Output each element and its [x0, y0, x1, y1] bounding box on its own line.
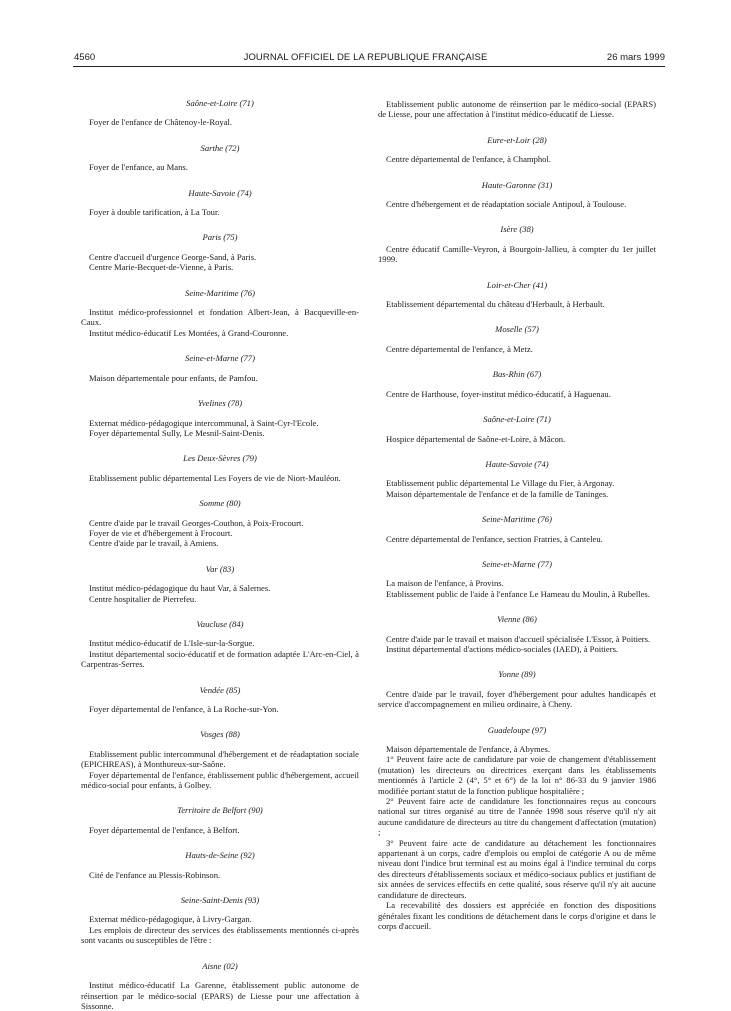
section-spacer: [81, 217, 359, 232]
section-spacer: [378, 165, 656, 180]
section-spacer: [378, 544, 656, 559]
establishment-entry: Institut départemental socio-éducatif et de formation adaptée L'Arc-en-Ciel, à Carpentras-Serres.: [81, 648, 359, 670]
section-spacer: [378, 265, 656, 280]
department-heading: Aisne (02): [202, 960, 238, 971]
establishment-entry: Institut médico-pédagogique du haut Var, à Salernes.: [89, 583, 271, 594]
department-heading: Yonne (89): [498, 669, 536, 680]
establishment-entry: Etablissement public de l'aide à l'enfance Le Hameau du Moulin, à Rubelles.: [386, 588, 650, 599]
department-heading: Seine-et-Marne (77): [185, 353, 255, 364]
establishment-entry: Centre hospitalier de Pierrefeu.: [89, 593, 197, 604]
establishment-entry: La maison de l'enfance, à Provins.: [386, 578, 504, 589]
section-spacer: [378, 209, 656, 224]
section-spacer: [81, 670, 359, 685]
department-heading: Vosges (88): [200, 729, 240, 740]
issue-date: 26 mars 1999: [606, 52, 665, 63]
establishment-entry: Centre d'accueil d'urgence George-Sand, à Paris.: [89, 251, 257, 262]
establishment-entry: Centre Marie-Becquet-de-Vienne, à Paris.: [89, 262, 234, 273]
section-spacer: [81, 383, 359, 398]
establishment-entry: Centre d'hébergement et de réadaptation sociale Antipoul, à Toulouse.: [386, 199, 627, 210]
department-heading: Moselle (57): [495, 324, 539, 335]
section-spacer: [81, 338, 359, 353]
establishment-entry: Centre éducatif Camille-Veyron, à Bourgoin-Jallieu, à compter du 1er juillet 1999.: [378, 243, 656, 265]
department-heading: Guadeloupe (97): [487, 724, 547, 735]
department-heading: Loir-et-Cher (41): [486, 279, 548, 290]
header-rule: [73, 66, 665, 67]
page-number: 4560: [74, 52, 96, 63]
journal-title: JOURNAL OFFICIEL DE LA REPUBLIQUE FRANÇAISE: [243, 52, 488, 63]
section-spacer: [81, 835, 359, 850]
establishment-entry: Centre d'aide par le travail et maison d'accueil spécialisée L'Essor, à Poitiers.: [386, 633, 651, 644]
establishment-entry: Institut médico-éducatif de L'Isle-sur-la-Sorgue.: [89, 638, 255, 649]
department-heading: Vendée (85): [199, 684, 241, 695]
establishment-entry: Etablissement public intercommunal d'hébergement et de réadaptation sociale (EPICHREAS), à Monthureux-sur-Saône.: [81, 748, 359, 770]
section-spacer: [378, 399, 656, 414]
establishment-entry: Centre départemental de l'enfance, à Metz.: [386, 343, 533, 354]
department-heading: Haute-Savoie (74): [485, 458, 549, 469]
department-heading: Saône-et-Loire (71): [186, 98, 254, 108]
department-heading: Somme (80): [199, 498, 241, 509]
establishment-entry: Externat médico-pédagogique intercommunal, à Saint-Cyr-l'Ecole.: [89, 417, 319, 428]
section-spacer: [378, 354, 656, 369]
department-heading: Hauts-de-Seine (92): [185, 850, 255, 861]
department-heading: Saône-et-Loire (71): [483, 414, 551, 425]
establishment-entry: Centre d'aide par le travail, foyer d'hébergement pour adultes handicapés et service d'accompagnement en milieu ordinaire, à Cheny.: [378, 688, 656, 710]
department-heading: Isère (38): [500, 224, 534, 235]
establishment-entry: Foyer départemental de l'enfance, établissement public d'hébergement, accueil médico-social pour enfants, à Golbey.: [81, 769, 359, 791]
department-heading: Bas-Rhin (67): [492, 369, 542, 380]
department-heading: Haute-Garonne (31): [481, 179, 553, 190]
establishment-entry: Centre de Harthouse, foyer-institut médico-éducatif, à Haguenau.: [386, 388, 611, 399]
establishment-entry: Maison départementale pour enfants, de Pamfou.: [89, 372, 258, 383]
section-spacer: [378, 599, 656, 614]
establishment-entry: Foyer de l'enfance, au Mans.: [89, 162, 188, 173]
department-heading: Seine-Saint-Denis (93): [180, 895, 260, 906]
establishment-entry: Foyer à double tarification, à La Tour.: [89, 207, 220, 218]
establishment-entry: Maison départementale de l'enfance et de la famille de Taninges.: [386, 488, 609, 499]
establishment-entry: 2° Peuvent faire acte de candidature les fonctionnaires reçus au concours national sur titres organisé au titre de l'année 1998 sous réserve qu'il n'y ait aucune candidature de directeurs au titre du changement d'affectation (mutation) ;: [378, 796, 656, 838]
establishment-entry: Foyer de vie et d'hébergement à Frocourt.: [89, 527, 233, 538]
section-spacer: [378, 654, 656, 669]
establishment-entry: Institut départemental d'actions médico-sociales (IAED), à Poitiers.: [386, 643, 619, 654]
establishment-entry: Les emplois de directeur des services des établissements mentionnés ci-après sont vacants ou susceptibles de l'être :: [81, 924, 359, 946]
department-heading: Vienne (86): [497, 614, 537, 625]
section-spacer: [378, 309, 656, 324]
department-heading: Paris (75): [202, 232, 238, 243]
department-heading: Seine-Maritime (76): [482, 514, 552, 525]
establishment-entry: Centre d'aide par le travail, à Amiens.: [89, 538, 219, 549]
establishment-entry: Foyer départemental de l'enfance, à La Roche-sur-Yon.: [89, 704, 279, 714]
section-spacer: [81, 173, 359, 188]
section-spacer: [81, 438, 359, 453]
establishment-entry: Hospice départemental de Saône-et-Loire, à Mâcon.: [386, 433, 566, 444]
right-column: [378, 99, 656, 931]
establishment-entry: Etablissement public départemental Le Village du Fier, à Argonay.: [386, 478, 615, 489]
establishment-entry: Centre départemental de l'enfance, section Fratries, à Canteleu.: [386, 533, 603, 544]
page-header: [0, 52, 731, 66]
department-heading: Seine-et-Marne (77): [482, 558, 552, 569]
section-spacer: [81, 483, 359, 498]
section-spacer: [81, 549, 359, 564]
section-spacer: [378, 710, 656, 725]
establishment-entry: Externat médico-pédagogique, à Livry-Gargan.: [89, 914, 252, 925]
department-heading: Les Deux-Sèvres (79): [183, 453, 257, 464]
section-spacer: [81, 604, 359, 619]
establishment-entry: Centre départemental de l'enfance, à Champhol.: [386, 154, 551, 165]
department-heading: Vaucluse (84): [196, 618, 244, 629]
establishment-entry: Etablissement public autonome de réinsertion par le médico-social (EPARS) de Liesse, pour une affectation à l'institut médico-éducatif de Liesse.: [378, 99, 656, 120]
establishment-entry: Institut médico-éducatif La Garenne, établissement public autonome de réinsertion par le médico-social (EPARS) de Liesse pour une affectation à Sissonne.: [81, 980, 359, 1011]
establishment-entry: Centre d'aide par le travail Georges-Couthon, à Poix-Frocourt.: [89, 517, 304, 528]
section-spacer: [81, 946, 359, 961]
section-spacer: [378, 444, 656, 459]
establishment-entry: Foyer départemental Sully, Le Mesnil-Saint-Denis.: [89, 427, 265, 438]
section-spacer: [81, 790, 359, 805]
establishment-entry: Institut médico-professionnel et fondation Albert-Jean, à Bacqueville-en-Caux.: [81, 307, 359, 328]
left-column: [81, 98, 359, 1011]
department-heading: Sarthe (72): [200, 142, 240, 153]
section-spacer: [378, 120, 656, 135]
section-spacer: [81, 714, 359, 729]
establishment-entry: 3° Peuvent faire acte de candidature au détachement les fonctionnaires appartenant à un corps, cadre d'emplois ou emploi de catégorie A ou de même niveau dont l'indice brut terminal est au moins égal à l'indice terminal du corps des directeurs d'établissements sociaux et médico-sociaux publics et justifiant de six années de services effectifs en cette qualité, sous réserve qu'il n'y ait aucune candidature de directeurs.: [378, 837, 656, 900]
establishment-entry: Cité de l'enfance au Plessis-Robinson.: [89, 869, 221, 880]
department-heading: Seine-Maritime (76): [185, 287, 255, 298]
department-heading: Eure-et-Loir (28): [487, 134, 547, 145]
establishment-entry: Foyer de l'enfance de Châtenoy-le-Royal.: [89, 117, 233, 128]
section-spacer: [81, 273, 359, 288]
section-spacer: [81, 128, 359, 143]
establishment-entry: 1° Peuvent faire acte de candidature par voie de changement d'établissement (mutation) les directeurs ou directrices exerçant dans les établissements mentionnés à l'article 2 (4°, 5° et 6°) de la loi n° 86-33 du 9 janvier 1986 modifiée portant statut de la fonction publique hospitalière ;: [378, 754, 656, 796]
establishment-entry: Foyer départemental de l'enfance, à Belfort.: [89, 824, 240, 835]
department-heading: Var (83): [205, 563, 235, 574]
establishment-entry: La recevabilité des dossiers est appréciée en fonction des dispositions générales fixant les conditions de détachement dans le corps d'origine et dans le corps d'accueil.: [378, 900, 656, 931]
section-spacer: [81, 880, 359, 895]
establishment-entry: Etablissement départemental du château d'Herbault, à Herbault.: [386, 299, 605, 310]
establishment-entry: Etablissement public départemental Les Foyers de vie de Niort-Mauléon.: [89, 472, 341, 483]
establishment-entry: Maison départementale de l'enfance, à Abymes.: [386, 744, 551, 754]
department-heading: Haute-Savoie (74): [188, 187, 252, 198]
department-heading: Territoire de Belfort (90): [177, 805, 263, 816]
section-spacer: [378, 499, 656, 514]
establishment-entry: Institut médico-éducatif Les Montées, à Grand-Couronne.: [89, 327, 289, 338]
department-heading: Yvelines (78): [197, 398, 243, 409]
